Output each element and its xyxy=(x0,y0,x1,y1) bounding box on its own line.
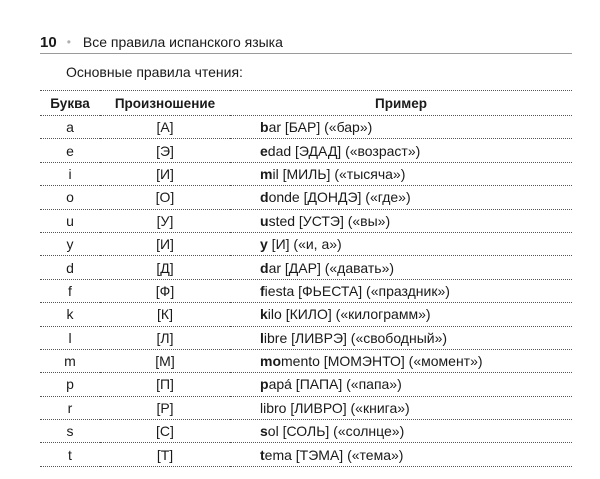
pronunciation-cell: [Р] xyxy=(100,396,230,419)
example-cell xyxy=(230,279,572,302)
table-row xyxy=(40,256,572,279)
example-text: dad [ЭДАД] («возраст») xyxy=(267,142,421,159)
letter-cell: o xyxy=(40,186,100,209)
example-emphasis: s xyxy=(260,423,268,440)
example-emphasis: l xyxy=(260,329,264,346)
pronunciation-cell: [Э] xyxy=(100,139,230,162)
example-cell xyxy=(230,256,572,279)
example-text: libro [ЛИВРО] («книга») xyxy=(260,399,410,416)
pronunciation-cell: [У] xyxy=(100,209,230,232)
example-cell xyxy=(230,186,572,209)
reading-rules-table xyxy=(40,90,572,467)
pronunciation-cell: [Д] xyxy=(100,256,230,279)
table-row xyxy=(40,162,572,185)
letter-cell: e xyxy=(40,139,100,162)
letter-cell: f xyxy=(40,279,100,302)
pronunciation-cell: [О] xyxy=(100,186,230,209)
section-title: Основные правила чтения: xyxy=(66,64,243,80)
example-cell xyxy=(230,232,572,255)
table-body xyxy=(40,116,572,467)
pronunciation-cell: [И] xyxy=(100,162,230,185)
example-cell xyxy=(230,443,572,466)
letter-cell: y xyxy=(40,232,100,255)
letter-cell: d xyxy=(40,256,100,279)
header-divider xyxy=(40,53,572,54)
example-cell xyxy=(230,209,572,232)
example-emphasis: t xyxy=(260,446,265,463)
letter-cell: s xyxy=(40,420,100,443)
pronunciation-cell: [С] xyxy=(100,420,230,443)
column-header-pronunciation: Произношение xyxy=(100,91,230,116)
example-cell xyxy=(230,139,572,162)
table-row xyxy=(40,443,572,466)
table-row xyxy=(40,349,572,372)
example-text: il [МИЛЬ] («тысяча») xyxy=(272,165,406,182)
page-header xyxy=(40,32,572,52)
letter-cell: k xyxy=(40,303,100,326)
table-row xyxy=(40,326,572,349)
letter-cell: u xyxy=(40,209,100,232)
example-cell xyxy=(230,373,572,396)
example-cell xyxy=(230,162,572,185)
example-text: ol [СОЛЬ] («солнце») xyxy=(267,423,405,440)
example-cell xyxy=(230,303,572,326)
example-text: ibre [ЛИВРЭ] («свободный») xyxy=(263,329,448,346)
table-row xyxy=(40,420,572,443)
page-number: 10 xyxy=(40,33,57,51)
example-text: [И] («и, а») xyxy=(267,236,342,253)
running-title: Все правила испанского языка xyxy=(82,34,283,50)
example-emphasis: mo xyxy=(260,353,281,370)
example-text: apá [ПАПА] («папа») xyxy=(268,376,402,393)
table-row xyxy=(40,279,572,302)
example-emphasis: m xyxy=(260,165,273,182)
table-row xyxy=(40,186,572,209)
example-text: onde [ДОНДЭ] («где») xyxy=(268,189,411,206)
example-emphasis: e xyxy=(260,142,268,159)
pronunciation-cell: [И] xyxy=(100,232,230,255)
example-cell xyxy=(230,326,572,349)
example-emphasis: k xyxy=(260,306,268,323)
table-row xyxy=(40,116,572,139)
example-emphasis: d xyxy=(260,259,269,276)
pronunciation-cell: [А] xyxy=(100,116,230,139)
example-cell xyxy=(230,420,572,443)
table-row xyxy=(40,232,572,255)
example-text: ar [ДАР] («давать») xyxy=(268,259,395,276)
letter-cell: t xyxy=(40,443,100,466)
letter-cell: a xyxy=(40,116,100,139)
column-header-letter: Буква xyxy=(40,91,100,116)
pronunciation-cell: [Л] xyxy=(100,326,230,349)
example-text: mento [МОМЭНТО] («момент») xyxy=(281,353,483,370)
letter-cell: m xyxy=(40,349,100,372)
example-cell xyxy=(230,396,572,419)
pronunciation-cell: [Ф] xyxy=(100,279,230,302)
pronunciation-cell: [К] xyxy=(100,303,230,326)
example-emphasis: p xyxy=(260,376,269,393)
example-text: ema [ТЭМА] («тема») xyxy=(264,446,404,463)
example-text: sted [УСТЭ] («вы») xyxy=(268,212,391,229)
pronunciation-cell: [П] xyxy=(100,373,230,396)
letter-cell: l xyxy=(40,326,100,349)
example-cell xyxy=(230,116,572,139)
pronunciation-cell: [Т] xyxy=(100,443,230,466)
example-cell xyxy=(230,349,572,372)
example-emphasis: b xyxy=(260,119,269,136)
table-header-row xyxy=(40,91,572,116)
example-emphasis: u xyxy=(260,212,269,229)
example-emphasis: f xyxy=(260,282,265,299)
example-text: ilo [КИЛО] («килограмм») xyxy=(267,306,431,323)
table-row xyxy=(40,396,572,419)
table-row xyxy=(40,303,572,326)
table-row xyxy=(40,373,572,396)
example-text: iesta [ФЬЕСТА] («праздник») xyxy=(264,282,450,299)
header-separator: • xyxy=(66,35,71,49)
example-text: ar [БАР] («бар») xyxy=(268,119,373,136)
letter-cell: r xyxy=(40,396,100,419)
pronunciation-cell: [М] xyxy=(100,349,230,372)
example-emphasis: d xyxy=(260,189,269,206)
table-row xyxy=(40,139,572,162)
letter-cell: p xyxy=(40,373,100,396)
example-emphasis: y xyxy=(260,236,268,253)
table-row xyxy=(40,209,572,232)
letter-cell: i xyxy=(40,162,100,185)
column-header-example: Пример xyxy=(230,91,572,116)
